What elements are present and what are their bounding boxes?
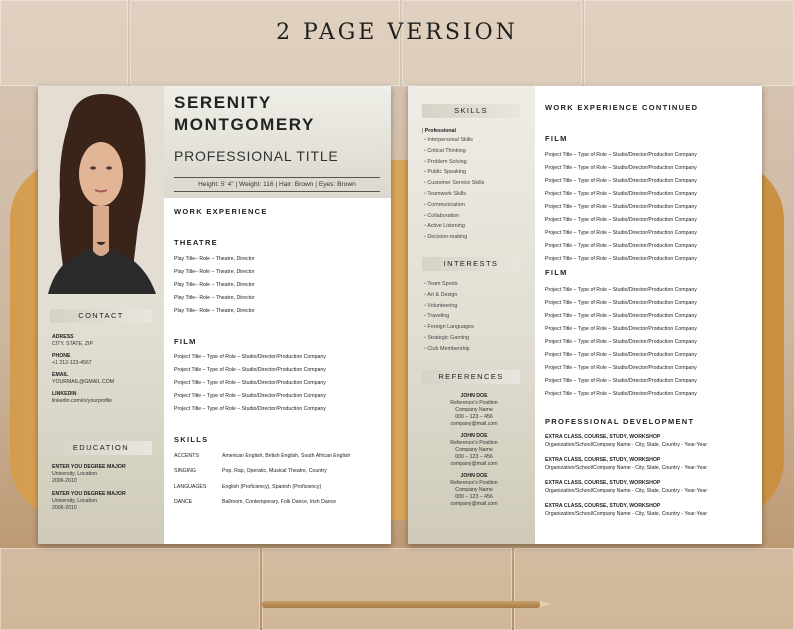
list-item: • Club Membership [424, 344, 474, 355]
film-row: Project Title – Type of Role – Studio/Director/Production Company [545, 391, 697, 397]
film-row: Project Title – Type of Role – Studio/Director/Production Company [174, 406, 326, 412]
skills-heading: SKILLS [174, 435, 209, 444]
skill-value: English (Proficiency), Spanish (Proficiency) [222, 484, 322, 490]
reference-phone: 000 – 123 – 456 [455, 414, 493, 420]
film-row: Project Title – Type of Role – Studio/Director/Production Company [545, 165, 697, 171]
reference-company: Company Name [455, 407, 493, 413]
list-item: • Interpersonal Skills [424, 135, 484, 146]
pd-title-text: EXTRA CLASS, COURSE, STUDY, WORKSHOP [545, 480, 661, 486]
skills-subheading: | Professional [422, 128, 456, 134]
list-item: • Collaboration [424, 211, 484, 222]
contact-heading: CONTACT [50, 309, 152, 323]
reference-name: JOHN DOE [460, 473, 488, 479]
list-item: • Customer Service Skills [424, 178, 484, 189]
work-experience-heading: WORK EXPERIENCE [174, 207, 268, 216]
resume-page-2 [408, 86, 762, 544]
reference-position: Reference's Position [450, 400, 498, 406]
skills-heading: SKILLS [422, 104, 520, 118]
address-label: ADRESS [52, 334, 74, 340]
resume-page-1 [38, 86, 391, 544]
film-row: Project Title – Type of Role – Studio/Director/Production Company [545, 378, 697, 384]
list-item: • Decision-making [424, 232, 484, 243]
film-row: Project Title – Type of Role – Studio/Director/Production Company [545, 300, 697, 306]
school: University, Location [52, 471, 97, 477]
name-last: MONTGOMERY [174, 115, 315, 134]
pd-detail: Organization/School/Company Name - City, State, Country - Year-Year [545, 488, 708, 494]
reference-company: Company Name [455, 487, 493, 493]
education-heading: EDUCATION [50, 441, 152, 455]
profile-photo [38, 86, 164, 294]
pencil-image [262, 601, 540, 608]
reference-email: company@mail.com [450, 461, 498, 467]
interests-heading: INTERESTS [422, 257, 520, 271]
theatre-row: Play Title– Role – Theatre, Director [174, 269, 255, 275]
email-value: YOURMAIL@GMAIL.COM [52, 379, 115, 385]
pd-title [545, 480, 660, 486]
reference-phone: 000 – 123 – 456 [455, 454, 493, 460]
film-row: Project Title – Type of Role – Studio/Director/Production Company [545, 243, 697, 249]
skill-value: Ballroom, Contemporary, Folk Dance, Irish Dance [222, 499, 337, 505]
address-value: CITY, STATE, ZIP [52, 341, 93, 347]
reference-email: company@mail.com [450, 501, 498, 507]
skill-label: ACCENTS [174, 453, 199, 459]
contact-block [52, 334, 114, 405]
pd-title-text: EXTRA CLASS, COURSE, STUDY, WORKSHOP [545, 503, 661, 509]
list-item: • Active Listening [424, 221, 484, 232]
list-item: • Team Sports [424, 279, 474, 290]
skills-sub-label: Professional [424, 128, 456, 134]
list-item: • Teamwork Skills [424, 189, 484, 200]
reference-name: JOHN DOE [460, 393, 488, 399]
film-row: Project Title – Type of Role – Studio/Director/Production Company [545, 217, 697, 223]
degree-title: ENTER YOU DEGREE MAJOR [52, 491, 126, 497]
education-block [52, 464, 126, 512]
pd-title-text: EXTRA CLASS, COURSE, STUDY, WORKSHOP [545, 457, 661, 463]
film-row: Project Title – Type of Role – Studio/Director/Production Company [545, 365, 697, 371]
film-row: Project Title – Type of Role – Studio/Director/Production Company [174, 354, 326, 360]
reference-position: Reference's Position [450, 480, 498, 486]
linkedin-value: linkedin.com/in/yourprofile [52, 398, 112, 404]
film-row: Project Title – Type of Role – Studio/Director/Production Company [174, 367, 326, 373]
film-row: Project Title – Type of Role – Studio/Director/Production Company [174, 393, 326, 399]
skills-list [424, 135, 484, 243]
pd-title-text: EXTRA CLASS, COURSE, STUDY, WORKSHOP [545, 434, 661, 440]
film-heading: FILM [545, 268, 568, 277]
professional-development-heading: PROFESSIONAL DEVELOPMENT [545, 417, 695, 426]
divider [174, 191, 380, 192]
degree-title: ENTER YOU DEGREE MAJOR [52, 464, 126, 470]
reference-phone: 000 – 123 – 456 [455, 494, 493, 500]
list-item: • Problem Solving [424, 157, 484, 168]
reference-position: Reference's Position [450, 440, 498, 446]
list-item: • Foreign Languages [424, 322, 474, 333]
references-heading: REFERENCES [422, 370, 520, 384]
film-row: Project Title – Type of Role – Studio/Director/Production Company [545, 313, 697, 319]
theatre-heading: THEATRE [174, 238, 218, 247]
list-item: • Strategic Gaming [424, 333, 474, 344]
banner-title: 2 PAGE VERSION [276, 20, 518, 45]
film-heading: FILM [174, 337, 197, 346]
phone-value: +1 212-123-4567 [52, 360, 92, 366]
pd-title [545, 434, 660, 440]
theatre-row: Play Title– Role – Theatre, Director [174, 295, 255, 301]
divider [174, 177, 380, 178]
professional-title: PROFESSIONAL TITLE [174, 148, 339, 164]
film-row: Project Title – Type of Role – Studio/Director/Production Company [545, 152, 697, 158]
film-row: Project Title – Type of Role – Studio/Director/Production Company [545, 326, 697, 332]
film-row: Project Title – Type of Role – Studio/Director/Production Company [545, 352, 697, 358]
list-item: • Communication [424, 200, 484, 211]
pd-detail: Organization/School/Company Name - City, State, Country - Year-Year [545, 465, 708, 471]
physical-stats: Height: 5' 4" | Weight: 116 | Hair: Brown | Eyes: Brown [198, 181, 356, 188]
skill-value: American English, British English, South African English [222, 453, 351, 459]
pd-title [545, 503, 660, 509]
pd-detail: Organization/School/Company Name - City, State, Country - Year-Year [545, 442, 708, 448]
film-row: Project Title – Type of Role – Studio/Director/Production Company [545, 287, 697, 293]
film-row: Project Title – Type of Role – Studio/Director/Production Company [545, 191, 697, 197]
pd-detail: Organization/School/Company Name - City, State, Country - Year-Year [545, 511, 708, 517]
skill-label: SINGING [174, 468, 196, 474]
years: 2006-2010 [52, 478, 77, 484]
email-label: EMAIL [52, 372, 69, 378]
film-row: Project Title – Type of Role – Studio/Director/Production Company [545, 230, 697, 236]
list-item: • Public Speaking [424, 167, 484, 178]
linkedin-label: LINKEDIN [52, 391, 77, 397]
film-row: Project Title – Type of Role – Studio/Director/Production Company [545, 256, 697, 262]
skill-value: Pop, Rap, Operatic, Musical Theatre, Country [222, 468, 327, 474]
list-item: • Critical Thinking [424, 146, 484, 157]
school: University, Location [52, 498, 97, 504]
phone-label: PHONE [52, 353, 71, 359]
list-item: • Art & Design [424, 290, 474, 301]
theatre-row: Play Title– Role – Theatre, Director [174, 308, 255, 314]
reference-email: company@mail.com [450, 421, 498, 427]
candidate-name [174, 92, 315, 136]
references-block [422, 393, 526, 508]
reference-name: JOHN DOE [460, 433, 488, 439]
list-item: • Traveling [424, 311, 474, 322]
interests-list [424, 279, 474, 355]
reference-company: Company Name [455, 447, 493, 453]
list-item: • Volunteering [424, 301, 474, 312]
years: 2006-2010 [52, 505, 77, 511]
name-first: SERENITY [174, 93, 272, 112]
film-row: Project Title – Type of Role – Studio/Director/Production Company [545, 204, 697, 210]
work-experience-continued-heading: WORK EXPERIENCE CONTINUED [545, 103, 699, 112]
film-row: Project Title – Type of Role – Studio/Director/Production Company [545, 178, 697, 184]
pd-title [545, 457, 660, 463]
film-row: Project Title – Type of Role – Studio/Director/Production Company [174, 380, 326, 386]
film-row: Project Title – Type of Role – Studio/Director/Production Company [545, 339, 697, 345]
theatre-row: Play Title– Role – Theatre, Director [174, 256, 255, 262]
film-heading: FILM [545, 134, 568, 143]
theatre-row: Play Title– Role – Theatre, Director [174, 282, 255, 288]
skill-label: DANCE [174, 499, 193, 505]
skill-label: LANGUAGES [174, 484, 207, 490]
